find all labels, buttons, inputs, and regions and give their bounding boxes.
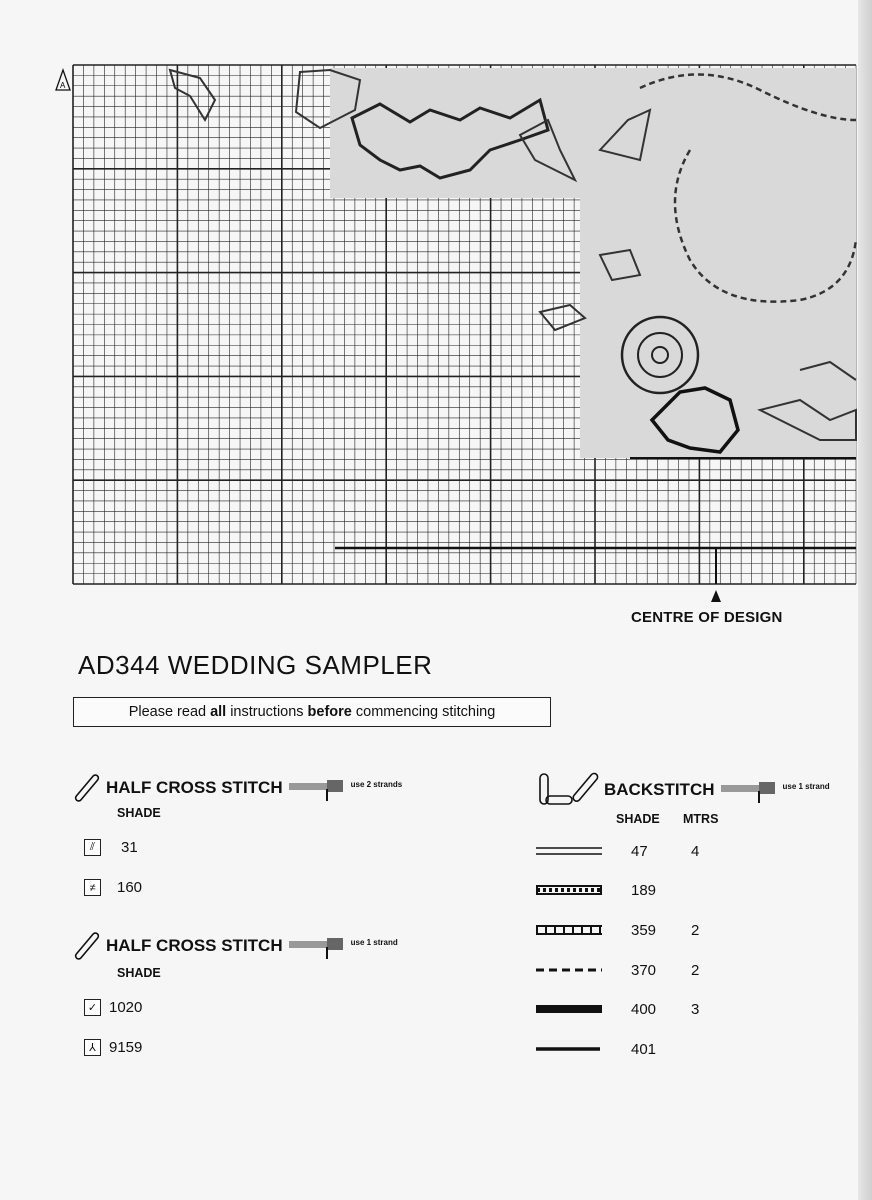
mtrs-value: 4	[691, 842, 700, 860]
half-cross-1-row	[84, 839, 138, 856]
shade-number: 359	[631, 921, 657, 939]
stitch-area-top	[330, 68, 856, 198]
instructions-notice	[73, 697, 551, 727]
shade-number: 160	[117, 879, 143, 896]
needle-icon	[287, 933, 345, 959]
symbol-box: ⫽	[84, 839, 101, 856]
notice-bold-1: all	[210, 704, 227, 720]
centre-of-design-label: CENTRE OF DESIGN	[631, 609, 783, 626]
line-sample-beaded	[536, 880, 604, 900]
backstitch-row	[536, 960, 700, 980]
backstitch-row	[536, 920, 700, 940]
mtrs-value: 2	[691, 961, 700, 979]
backstitch-row	[536, 880, 657, 900]
line-sample-solid	[536, 1039, 604, 1059]
half-cross-2-row	[84, 999, 142, 1016]
shade-number: 370	[631, 961, 657, 979]
centre-arrow-icon	[711, 590, 721, 602]
half-cross-1-shade-header: SHADE	[117, 806, 161, 820]
shade-number: 400	[631, 1000, 657, 1018]
shade-number: 9159	[109, 1039, 143, 1056]
half-cross-stitch-icon	[72, 932, 102, 960]
backstitch-row	[536, 841, 700, 861]
backstitch-title: BACKSTITCH	[604, 780, 715, 799]
half-cross-1-strands: use 2 strands	[350, 779, 403, 789]
half-cross-2-heading	[72, 932, 398, 960]
half-cross-2-shade-header: SHADE	[117, 966, 161, 980]
shade-number: 47	[631, 842, 648, 860]
backstitch-strands: use 1 strand	[782, 781, 830, 791]
shade-number: 1020	[109, 999, 143, 1016]
half-cross-2-strands: use 1 strand	[350, 937, 398, 947]
half-cross-2-title: HALF CROSS STITCH	[106, 936, 283, 955]
notice-bold-2: before	[307, 704, 352, 720]
leaf-motif-3	[540, 305, 585, 330]
half-cross-2-row	[84, 1039, 142, 1056]
notice-text-1: Please read	[128, 704, 207, 720]
shade-number: 31	[121, 839, 138, 856]
start-marker-label: A	[60, 81, 66, 90]
half-cross-1-heading	[72, 774, 402, 802]
mtrs-value: 2	[691, 921, 700, 939]
backstitch-icon	[538, 772, 600, 808]
line-sample-ladder	[536, 920, 604, 940]
backstitch-heading	[538, 772, 830, 808]
backstitch-shade-header: SHADE	[616, 812, 660, 826]
page-title: AD344 WEDDING SAMPLER	[78, 650, 433, 680]
needle-icon	[287, 775, 345, 801]
start-marker	[56, 70, 70, 90]
line-sample-thick	[536, 999, 604, 1019]
chart-pattern	[170, 68, 856, 584]
half-cross-1-title: HALF CROSS STITCH	[106, 778, 283, 797]
line-sample-double	[536, 841, 604, 861]
needle-icon	[719, 777, 777, 803]
symbol-box: ≠	[84, 879, 101, 896]
shade-number: 189	[631, 881, 657, 899]
backstitch-row	[536, 1039, 657, 1059]
mtrs-value: 3	[691, 1000, 700, 1018]
symbol-box: ⅄	[84, 1039, 101, 1056]
backstitch-row	[536, 999, 700, 1019]
half-cross-1-row	[84, 879, 142, 896]
shade-number: 401	[631, 1040, 657, 1058]
backstitch-mtrs-header: MTRS	[683, 812, 719, 826]
line-sample-dashed	[536, 960, 604, 980]
notice-text-3: commencing stitching	[355, 704, 496, 720]
half-cross-stitch-icon	[72, 774, 102, 802]
stitch-area-right	[580, 198, 856, 458]
notice-text-2: instructions	[230, 704, 304, 720]
symbol-box: ✓	[84, 999, 101, 1016]
